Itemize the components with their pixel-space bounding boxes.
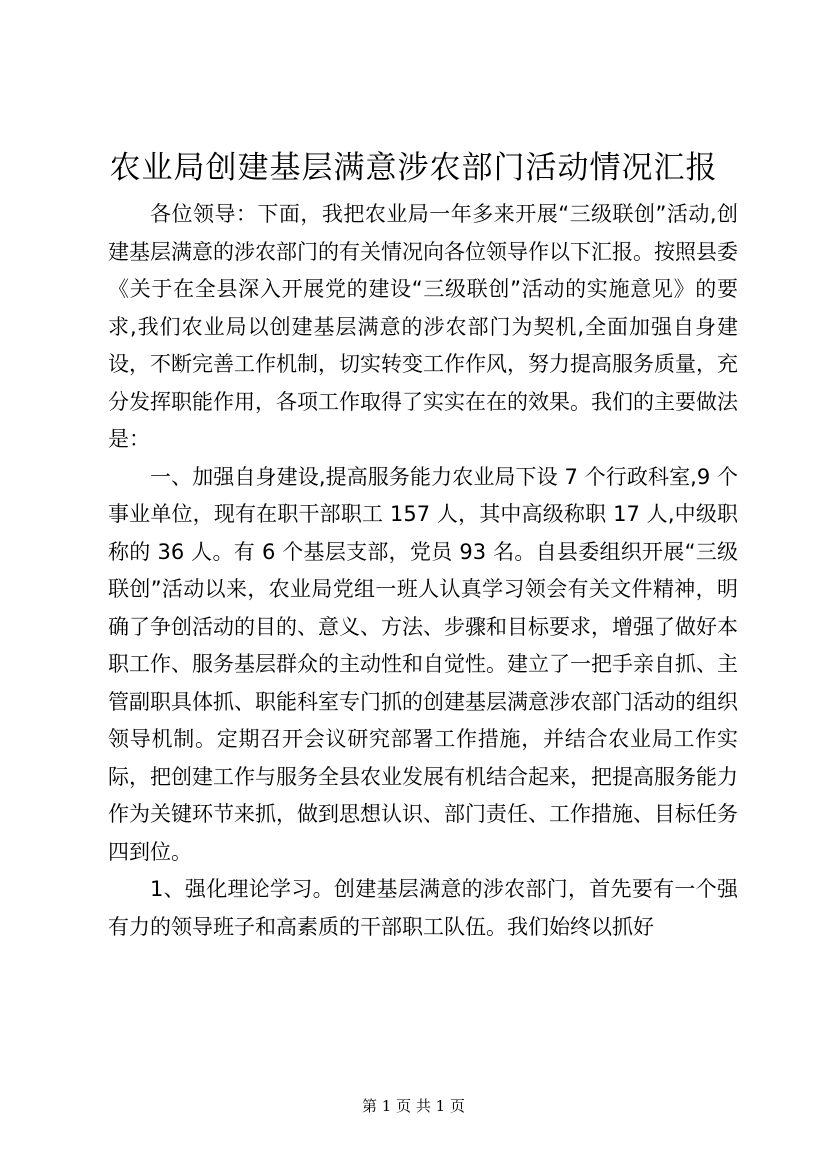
document-body <box>108 196 738 946</box>
page-number-footer: 第 1 页 共 1 页 <box>362 1097 465 1115</box>
document-title: 农业局创建基层满意涉农部门活动情况汇报 <box>109 150 718 186</box>
paragraph-intro: 各位领导：下面，我把农业局一年多来开展“三级联创”活动,创建基层满意的涉农部门的有关情况向各位领导作以下汇报。按照县委《关于在全县深入开展党的建设“三级联创”活动的实施意见》的要求,我们农业局以创建基层满意的涉农部门为契机,全面加强自身建设，不断完善工作机制，切实转变工作作风，努力提高服务质量，充分发挥职能作用，各项工作取得了实实在在的效果。我们的主要做法是： <box>108 202 738 451</box>
paragraph-theory-study: 1、强化理论学习。创建基层满意的涉农部门，首先要有一个强有力的领导班子和高素质的干部职工队伍。我们始终以抓好 <box>108 877 738 939</box>
paragraph-section-one: 一、加强自身建设,提高服务能力农业局下设 7 个行政科室,9 个事业单位，现有在职干部职工 157 人，其中高级称职 17 人,中级职称的 36 人。有 6 个基层支部，党员 93 名。自县委组织开展“三级联创”活动以来，农业局党组一班人认真学习领会有关文件精神，明确了争创活动的目的、意义、方法、步骤和目标要求，增强了做好本职工作、服务基层群众的主动性和自觉性。建立了一把手亲自抓、主管副职具体抓、职能科室专门抓的创建基层满意涉农部门活动的组织领导机制。定期召开会议研究部署工作措施，并结合农业局工作实际，把创建工作与服务全县农业发展有机结合起来，把提高服务能力作为关键环节来抓，做到思想认识、部门责任、工作措施、目标任务四到位。 <box>108 464 738 864</box>
